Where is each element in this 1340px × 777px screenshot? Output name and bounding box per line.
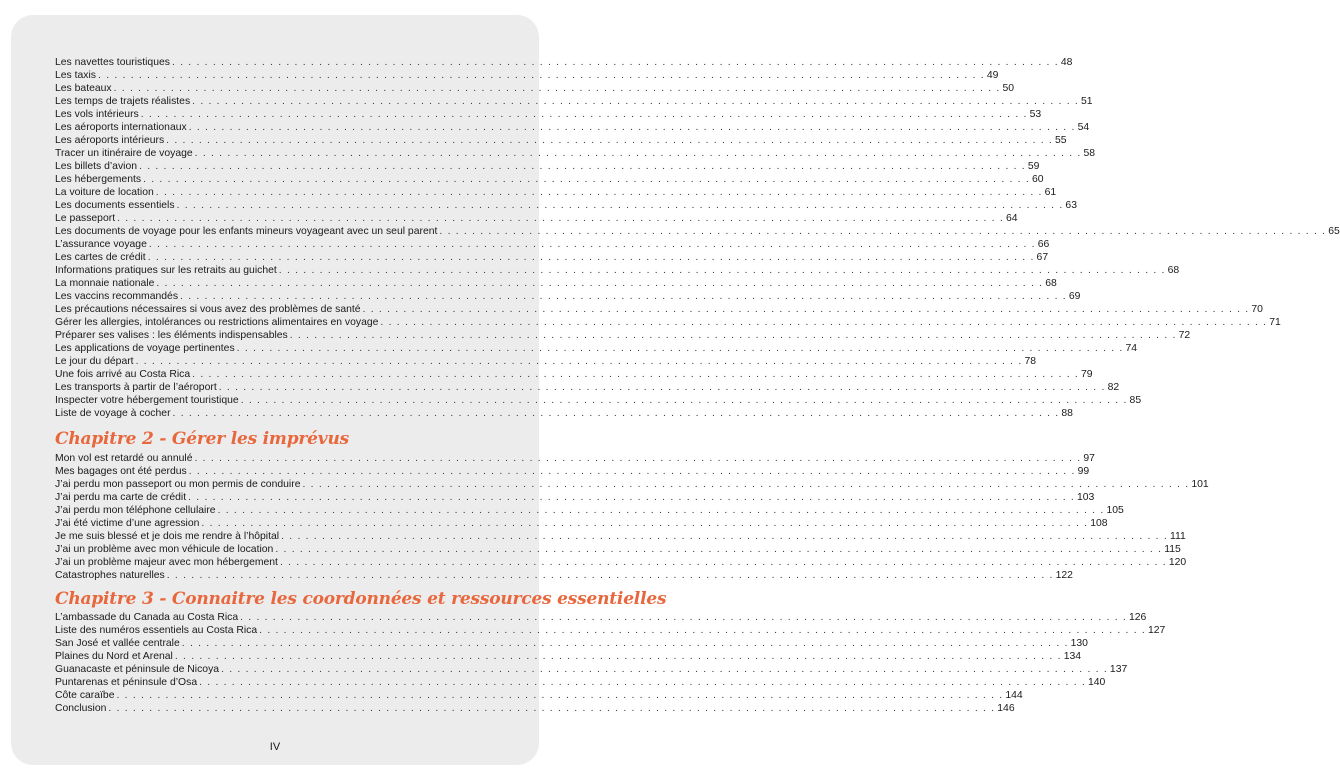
dot-leader xyxy=(108,702,995,715)
toc-entry xyxy=(55,556,1187,569)
dot-leader xyxy=(172,56,1059,69)
dot-leader xyxy=(114,82,1001,95)
chapter-2-list xyxy=(55,452,1209,582)
dot-leader xyxy=(280,556,1167,569)
toc-entry xyxy=(55,663,1128,676)
dot-leader xyxy=(192,95,1079,108)
toc-entry-title: Je me suis blessé et je dois me rendre à l’hôpital xyxy=(55,531,280,542)
dot-leader xyxy=(279,264,1166,277)
toc-entry-page: 50 xyxy=(1002,83,1015,94)
toc-entry xyxy=(55,504,1124,517)
toc-entry-title: Les cartes de crédit xyxy=(55,252,146,263)
toc-entry xyxy=(55,264,1180,277)
dot-leader xyxy=(189,121,1076,134)
toc-entry xyxy=(55,517,1108,530)
toc-entry-title: Les aéroports internationaux xyxy=(55,122,187,133)
toc-entry xyxy=(55,238,1050,251)
dot-leader xyxy=(189,465,1076,478)
toc-entry xyxy=(55,121,1090,134)
toc-entry-title: Les documents essentiels xyxy=(55,200,175,211)
toc-entry-title: L’ambassade du Canada au Costa Rica xyxy=(55,612,239,623)
toc-entry xyxy=(55,465,1090,478)
toc-entry-title: Les transports à partir de l’aéroport xyxy=(55,382,217,393)
toc-entry-page: 126 xyxy=(1128,612,1147,623)
toc-entry-title: Les précautions nécessaires si vous avez des problèmes de santé xyxy=(55,304,361,315)
toc-entry xyxy=(55,394,1142,407)
toc-entry-page: 82 xyxy=(1107,382,1120,393)
toc-entry xyxy=(55,611,1147,624)
toc-entry-page: 66 xyxy=(1037,239,1050,250)
toc-entry-page: 74 xyxy=(1125,343,1138,354)
dot-leader xyxy=(237,342,1124,355)
toc-entry-page: 59 xyxy=(1027,161,1040,172)
toc-entry-page: 146 xyxy=(997,703,1015,714)
toc-entry xyxy=(55,689,1023,702)
toc-entry xyxy=(55,381,1120,394)
toc-entry-title: Le passeport xyxy=(55,213,116,224)
dot-leader xyxy=(199,676,1086,689)
dot-leader xyxy=(166,134,1053,147)
toc-entry-page: 101 xyxy=(1191,479,1209,490)
toc-entry xyxy=(55,303,1263,316)
toc-entry-page: 122 xyxy=(1055,570,1073,581)
dot-leader xyxy=(143,173,1030,186)
toc-entry xyxy=(55,478,1209,491)
dot-leader xyxy=(218,504,1105,517)
chapter-3-list xyxy=(55,611,1166,715)
toc-entry-title: Les billets d’avion xyxy=(55,161,138,172)
dot-leader xyxy=(281,530,1168,543)
toc-entry-page: 144 xyxy=(1005,690,1023,701)
toc-entry-title: J’ai perdu mon passeport ou mon permis de conduire xyxy=(55,479,301,490)
toc-entry-title: Une fois arrivé au Costa Rica xyxy=(55,369,191,380)
toc-entry-title: Mon vol est retardé ou annulé xyxy=(55,453,193,464)
dot-leader xyxy=(139,160,1026,173)
toc-entry-title: Informations pratiques sur les retraits au guichet xyxy=(55,265,277,276)
toc-entry-page: 127 xyxy=(1148,625,1166,636)
dot-leader xyxy=(275,543,1162,556)
toc-entry-page: 137 xyxy=(1109,664,1128,675)
toc-entry-page: 108 xyxy=(1090,518,1108,529)
page-number: IV xyxy=(269,741,281,753)
toc-entry xyxy=(55,624,1166,637)
toc-entry-title: Côte caraïbe xyxy=(55,690,115,701)
dot-leader xyxy=(167,569,1054,582)
toc-entry-title: Liste des numéros essentiels au Costa Rica xyxy=(55,625,258,636)
toc-entry xyxy=(55,199,1077,212)
toc-entry xyxy=(55,676,1106,689)
toc-entry-page: 130 xyxy=(1070,638,1088,649)
toc-entry-title: Puntarenas et péninsule d’Osa xyxy=(55,677,198,688)
toc-entry xyxy=(55,82,1015,95)
toc-entry-title: Les navettes touristiques xyxy=(55,57,170,68)
toc-entry-title: Le jour du départ xyxy=(55,356,134,367)
toc-entry-title: J’ai perdu mon téléphone cellulaire xyxy=(55,505,216,516)
toc-entry-title: Inspecter votre hébergement touristique xyxy=(55,395,239,406)
toc-entry-title: Les temps de trajets réalistes xyxy=(55,96,191,107)
toc-entry-title: Les vaccins recommandés xyxy=(55,291,179,302)
toc-entry-page: 69 xyxy=(1068,291,1081,302)
toc-entry-page: 68 xyxy=(1167,265,1180,276)
dot-leader xyxy=(192,368,1079,381)
toc-entry-title: La voiture de location xyxy=(55,187,154,198)
toc-entry-page: 71 xyxy=(1269,317,1281,328)
dot-leader xyxy=(380,316,1267,329)
toc-entry-title: Les vols intérieurs xyxy=(55,109,139,120)
dot-leader xyxy=(259,624,1146,637)
toc-entry-title: Les bateaux xyxy=(55,83,112,94)
toc-entry-page: 79 xyxy=(1081,369,1093,380)
toc-entry-page: 105 xyxy=(1106,505,1124,516)
dot-leader xyxy=(188,491,1075,504)
toc-entry-page: 85 xyxy=(1129,395,1142,406)
toc-entry-title: J’ai un problème avec mon véhicule de location xyxy=(55,544,274,555)
dot-leader xyxy=(302,478,1189,491)
dot-leader xyxy=(290,329,1177,342)
toc-entry xyxy=(55,147,1096,160)
toc-entry xyxy=(55,543,1181,556)
toc-entry-page: 68 xyxy=(1045,278,1057,289)
toc-entry-page: 53 xyxy=(1029,109,1042,120)
toc-entry-title: J’ai été victime d’une agression xyxy=(55,518,200,529)
dot-leader xyxy=(136,355,1023,368)
toc-entry-title: La monnaie nationale xyxy=(55,278,155,289)
toc-entry-page: 58 xyxy=(1083,148,1096,159)
toc-entry xyxy=(55,530,1186,543)
toc-entry-page: 65 xyxy=(1328,226,1340,237)
toc-entry xyxy=(55,329,1191,342)
toc-entry-page: 70 xyxy=(1251,304,1263,315)
toc-entry xyxy=(55,355,1036,368)
dot-leader xyxy=(117,212,1004,225)
toc-entry xyxy=(55,569,1073,582)
dot-leader xyxy=(363,303,1250,316)
toc-entry xyxy=(55,225,1340,238)
toc-entry xyxy=(55,186,1057,199)
toc-entry-title: Gérer les allergies, intolérances ou restrictions alimentaires en voyage xyxy=(55,317,379,328)
toc-entry-title: L’assurance voyage xyxy=(55,239,147,250)
chapter-3-heading: Chapitre 3 - Connaitre les coordonnées et ressources essentielles xyxy=(55,589,667,609)
toc-entry-page: 134 xyxy=(1063,651,1082,662)
toc-entry-page: 63 xyxy=(1065,200,1077,211)
toc-entry xyxy=(55,134,1067,147)
toc-entry-page: 51 xyxy=(1081,96,1093,107)
dot-leader xyxy=(182,637,1069,650)
toc-entry-page: 97 xyxy=(1083,453,1095,464)
toc-entry-title: Conclusion xyxy=(55,703,107,714)
toc-entry-page: 64 xyxy=(1005,213,1018,224)
toc-section-1-list xyxy=(55,56,1340,420)
toc-entry-title: Les aéroports intérieurs xyxy=(55,135,165,146)
dot-leader xyxy=(439,225,1326,238)
toc-entry-page: 78 xyxy=(1024,356,1036,367)
toc-entry-page: 103 xyxy=(1076,492,1095,503)
toc-entry xyxy=(55,316,1281,329)
dot-leader xyxy=(156,186,1043,199)
toc-entry-page: 61 xyxy=(1044,187,1057,198)
toc-entry-title: Liste de voyage à cocher xyxy=(55,408,171,419)
toc-entry xyxy=(55,56,1073,69)
toc-entry xyxy=(55,212,1018,225)
toc-entry-page: 115 xyxy=(1164,544,1181,555)
toc-entry-page: 111 xyxy=(1169,531,1186,542)
toc-entry-page: 48 xyxy=(1060,57,1073,68)
dot-leader xyxy=(175,650,1062,663)
chapter-2-heading: Chapitre 2 - Gérer les imprévus xyxy=(55,429,349,449)
toc-entry-title: Les applications de voyage pertinentes xyxy=(55,343,235,354)
dot-leader xyxy=(219,381,1106,394)
toc-entry-page: 140 xyxy=(1087,677,1106,688)
toc-entry xyxy=(55,160,1040,173)
dot-leader xyxy=(241,394,1128,407)
dot-leader xyxy=(180,290,1067,303)
dot-leader xyxy=(149,238,1036,251)
toc-entry-page: 99 xyxy=(1077,466,1090,477)
toc-entry-title: J’ai perdu ma carte de crédit xyxy=(55,492,187,503)
toc-entry-title: J’ai un problème majeur avec mon hébergement xyxy=(55,557,278,568)
toc-entry-title: Catastrophes naturelles xyxy=(55,570,165,581)
toc-entry xyxy=(55,290,1081,303)
toc-entry-title: Préparer ses valises : les éléments indispensables xyxy=(55,330,288,341)
toc-entry-page: 60 xyxy=(1031,174,1044,185)
toc-entry xyxy=(55,277,1057,290)
dot-leader xyxy=(177,199,1064,212)
toc-entry-page: 55 xyxy=(1055,135,1067,146)
dot-leader xyxy=(141,108,1028,121)
toc-entry-title: San José et vallée centrale xyxy=(55,638,180,649)
toc-entry-page: 120 xyxy=(1168,557,1187,568)
toc-entry-page: 54 xyxy=(1077,122,1090,133)
toc-entry xyxy=(55,251,1049,264)
toc-entry xyxy=(55,491,1095,504)
dot-leader xyxy=(98,69,985,82)
toc-entry xyxy=(55,407,1073,420)
dot-leader xyxy=(195,147,1082,160)
toc-entry xyxy=(55,702,1015,715)
toc-entry xyxy=(55,637,1088,650)
toc-entry-title: Les documents de voyage pour les enfants mineurs voyageant avec un seul parent xyxy=(55,226,438,237)
dot-leader xyxy=(201,517,1088,530)
toc-entry xyxy=(55,108,1042,121)
toc-page xyxy=(11,15,1340,765)
toc-entry-title: Les hébergements xyxy=(55,174,142,185)
toc-entry xyxy=(55,173,1044,186)
dot-leader xyxy=(148,251,1035,264)
toc-entry xyxy=(55,95,1093,108)
toc-content xyxy=(55,56,1340,715)
dot-leader xyxy=(194,452,1081,465)
dot-leader xyxy=(240,611,1127,624)
toc-entry xyxy=(55,452,1095,465)
toc-entry-page: 49 xyxy=(986,70,999,81)
dot-leader xyxy=(221,663,1108,676)
dot-leader xyxy=(117,689,1004,702)
toc-entry-title: Plaines du Nord et Arenal xyxy=(55,651,173,662)
toc-entry-page: 72 xyxy=(1178,330,1191,341)
toc-entry-title: Tracer un itinéraire de voyage xyxy=(55,148,193,159)
toc-entry xyxy=(55,368,1093,381)
dot-leader xyxy=(173,407,1060,420)
toc-entry-title: Mes bagages ont été perdus xyxy=(55,466,187,477)
toc-entry-title: Guanacaste et péninsule de Nicoya xyxy=(55,664,220,675)
toc-entry xyxy=(55,650,1082,663)
toc-entry-title: Les taxis xyxy=(55,70,97,81)
dot-leader xyxy=(156,277,1043,290)
toc-entry-page: 88 xyxy=(1061,408,1073,419)
toc-entry xyxy=(55,69,999,82)
toc-entry xyxy=(55,342,1138,355)
toc-entry-page: 67 xyxy=(1036,252,1049,263)
